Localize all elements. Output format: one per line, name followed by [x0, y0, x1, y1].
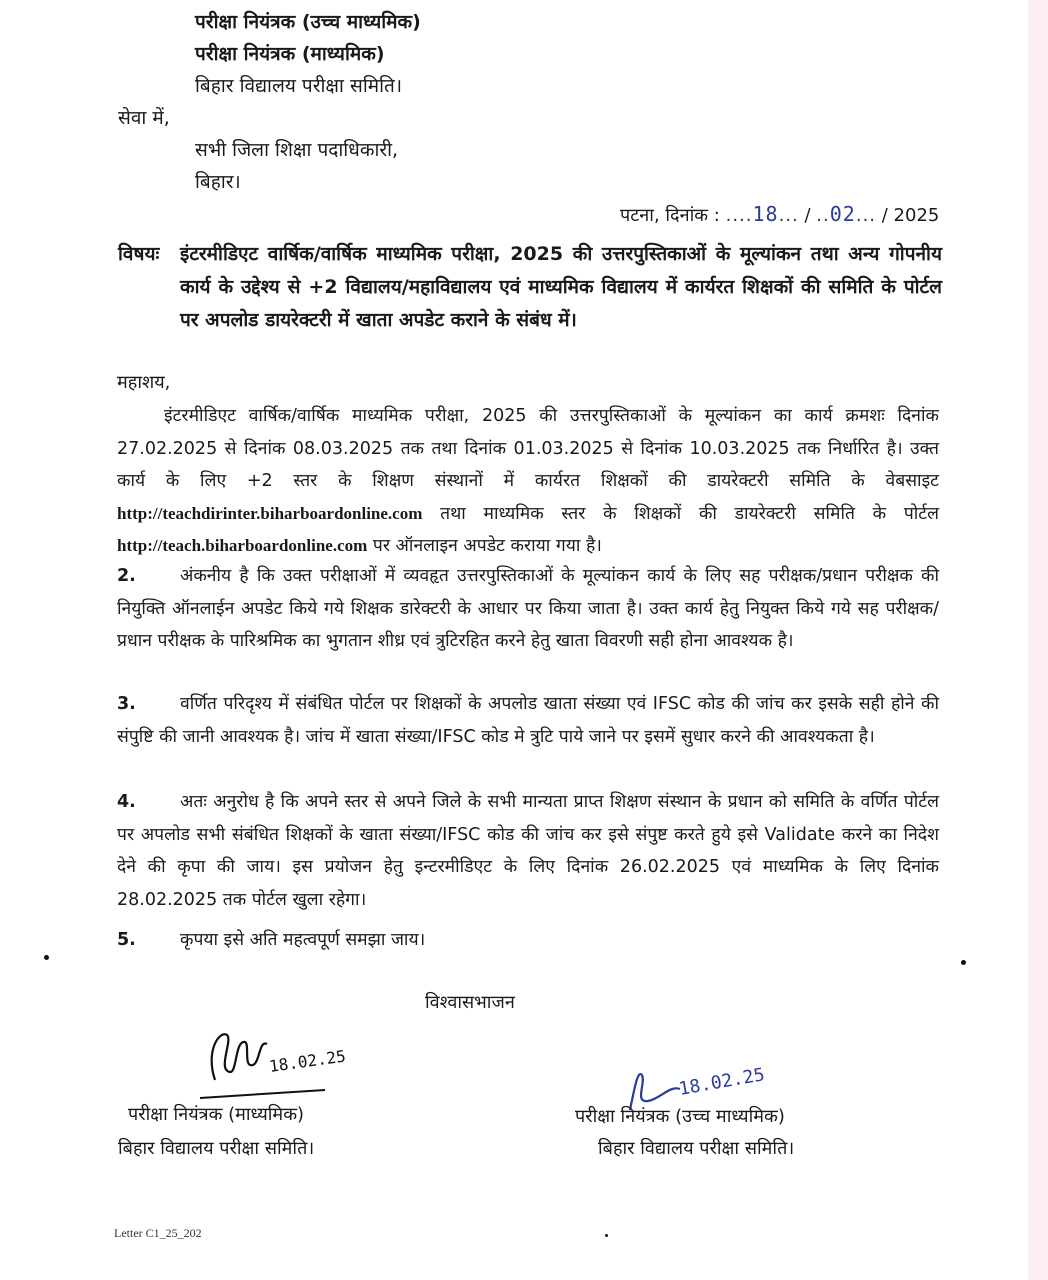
date-day: 18 — [752, 202, 779, 226]
stray-mark — [961, 960, 966, 965]
signature-right-date: 18.02.25 — [677, 1064, 767, 1100]
paragraph-4 — [117, 786, 939, 916]
date-month: 02 — [829, 202, 856, 226]
stray-mark — [44, 955, 49, 960]
para4-text: अतः अनुरोध है कि अपने स्तर से अपने जिले के सभी मान्यता प्राप्त शिक्षण संस्थान के प्रधान को समिति के वर्णित पोर्टल पर अपलोड सभी संबंधित शिक्षकों के खाता संख्या/IFSC कोड की जांच कर इसे संपुष्ट करते हुये इसे Validate करने का निदेश देने की कृपा की जाय। इस प्रयोजन हेतु इन्टरमीडिएट के लिए दिनांक 26.02.2025 एवं माध्यमिक के लिए दिनांक 28.02.2025 तक पोर्टल खुला रहेगा। — [117, 792, 939, 910]
para3-text: वर्णित परिदृश्य में संबंधित पोर्टल पर शिक्षकों के अपलोड खाता संख्या एवं IFSC कोड की जांच कर इसके सही होने की संपुष्टि की जानी आवश्यक है। जांच में खाता संख्या/IFSC कोड मे त्रुटि पाये जाने पर इसमें सुधार करने की आवश्यकता है। — [117, 694, 939, 747]
paragraph-1 — [117, 400, 939, 563]
sender-line-2: परीक्षा नियंत्रक (माध्यमिक) — [195, 43, 385, 65]
para5-text: कृपया इसे अति महत्वपूर्ण समझा जाय। — [180, 930, 426, 950]
greeting: महाशय, — [117, 372, 171, 393]
para3-number: 3. — [117, 694, 136, 714]
date-label: पटना, दिनांक : — [620, 205, 720, 226]
date-line: पटना, दिनांक : ....18... / ..02... / 2025 — [620, 202, 940, 226]
recipient-salutation: सेवा में, — [118, 107, 170, 129]
closing: विश्वासभाजन — [425, 992, 515, 1013]
signatory-right-title: परीक्षा नियंत्रक (उच्च माध्यमिक) — [575, 1106, 785, 1127]
stray-mark — [605, 1234, 608, 1237]
para2-number: 2. — [117, 566, 136, 586]
date-year: / 2025 — [881, 205, 940, 226]
sender-line-1: परीक्षा नियंत्रक (उच्च माध्यमिक) — [195, 11, 421, 33]
para4-number: 4. — [117, 792, 136, 812]
right-edge-strip — [1028, 0, 1048, 1280]
paragraph-3 — [117, 688, 939, 753]
recipient-line-1: सभी जिला शिक्षा पदाधिकारी, — [195, 139, 399, 161]
recipient-line-2: बिहार। — [195, 171, 241, 193]
signature-left-date: 18.02.25 — [267, 1046, 347, 1076]
footer-reference: Letter C1_25_202 — [114, 1226, 202, 1240]
url-teachdirinter[interactable]: http://teachdirinter.biharboardonline.com — [117, 503, 423, 523]
signatory-right-org: बिहार विद्यालय परीक्षा समिति। — [598, 1138, 795, 1159]
paragraph-5 — [117, 924, 939, 957]
subject-text: इंटरमीडिएट वार्षिक/वार्षिक माध्यमिक परीक्षा, 2025 की उत्तरपुस्तिकाओं के मूल्यांकन तथा अन्य गोपनीय कार्य के उद्देश्य से +2 विद्यालय/महाविद्यालय एवं माध्यमिक विद्यालय में कार्यरत शिक्षकों की समिति के पोर्टल पर अपलोड डायरेक्टरी में खाता अपडेट कराने के संबंध में। — [180, 243, 942, 331]
para1-text-b: तथा माध्यमिक स्तर के शिक्षकों की डायरेक्टरी समिति के पोर्टल — [440, 503, 939, 524]
para5-number: 5. — [117, 930, 136, 950]
para1-text-c: पर ऑनलाइन अपडेट कराया गया है। — [372, 536, 602, 556]
para2-text: अंकनीय है कि उक्त परीक्षाओं में व्यवहृत उत्तरपुस्तिकाओं के मूल्यांकन कार्य के लिए सह परीक्षक/प्रधान परीक्षक की नियुक्ति ऑनलाईन अपडेट किये गये शिक्षक डारेक्टरी के आधार पर किया जाता है। उक्त कार्य हेतु नियुक्त किये गये सह परीक्षक/प्रधान परीक्षक के पारिश्रमिक का भुगतान शीध्र एवं त्रुटिरहित करने हेतु खाता विवरणी सही होना आवश्यक है। — [117, 566, 939, 651]
date-day-field: ....18... — [725, 202, 799, 226]
para1-text-a: इंटरमीडिएट वार्षिक/वार्षिक माध्यमिक परीक्षा, 2025 की उत्तरपुस्तिकाओं के मूल्यांकन का कार्य क्रमशः दिनांक 27.02.2025 से दिनांक 08.03.2025 तक तथा दिनांक 01.03.2025 से दिनांक 10.03.2025 तक निर्धारित है। उक्त कार्य के लिए +2 स्तर के शिक्षण संस्थानों में कार्यरत शिक्षकों की डायरेक्टरी समिति के वेबसाइट — [117, 406, 939, 491]
subject-label: विषयः — [118, 243, 160, 265]
date-month-field: ..02... — [816, 202, 877, 226]
signature-left-icon — [175, 1010, 355, 1110]
signatory-left-org: बिहार विद्यालय परीक्षा समिति। — [118, 1138, 315, 1159]
paragraph-2 — [117, 560, 939, 658]
subject-block — [118, 238, 942, 337]
signatory-left-title: परीक्षा नियंत्रक (माध्यमिक) — [128, 1104, 305, 1125]
sender-line-3: बिहार विद्यालय परीक्षा समिति। — [195, 75, 403, 97]
url-teach[interactable]: http://teach.biharboardonline.com — [117, 536, 368, 555]
